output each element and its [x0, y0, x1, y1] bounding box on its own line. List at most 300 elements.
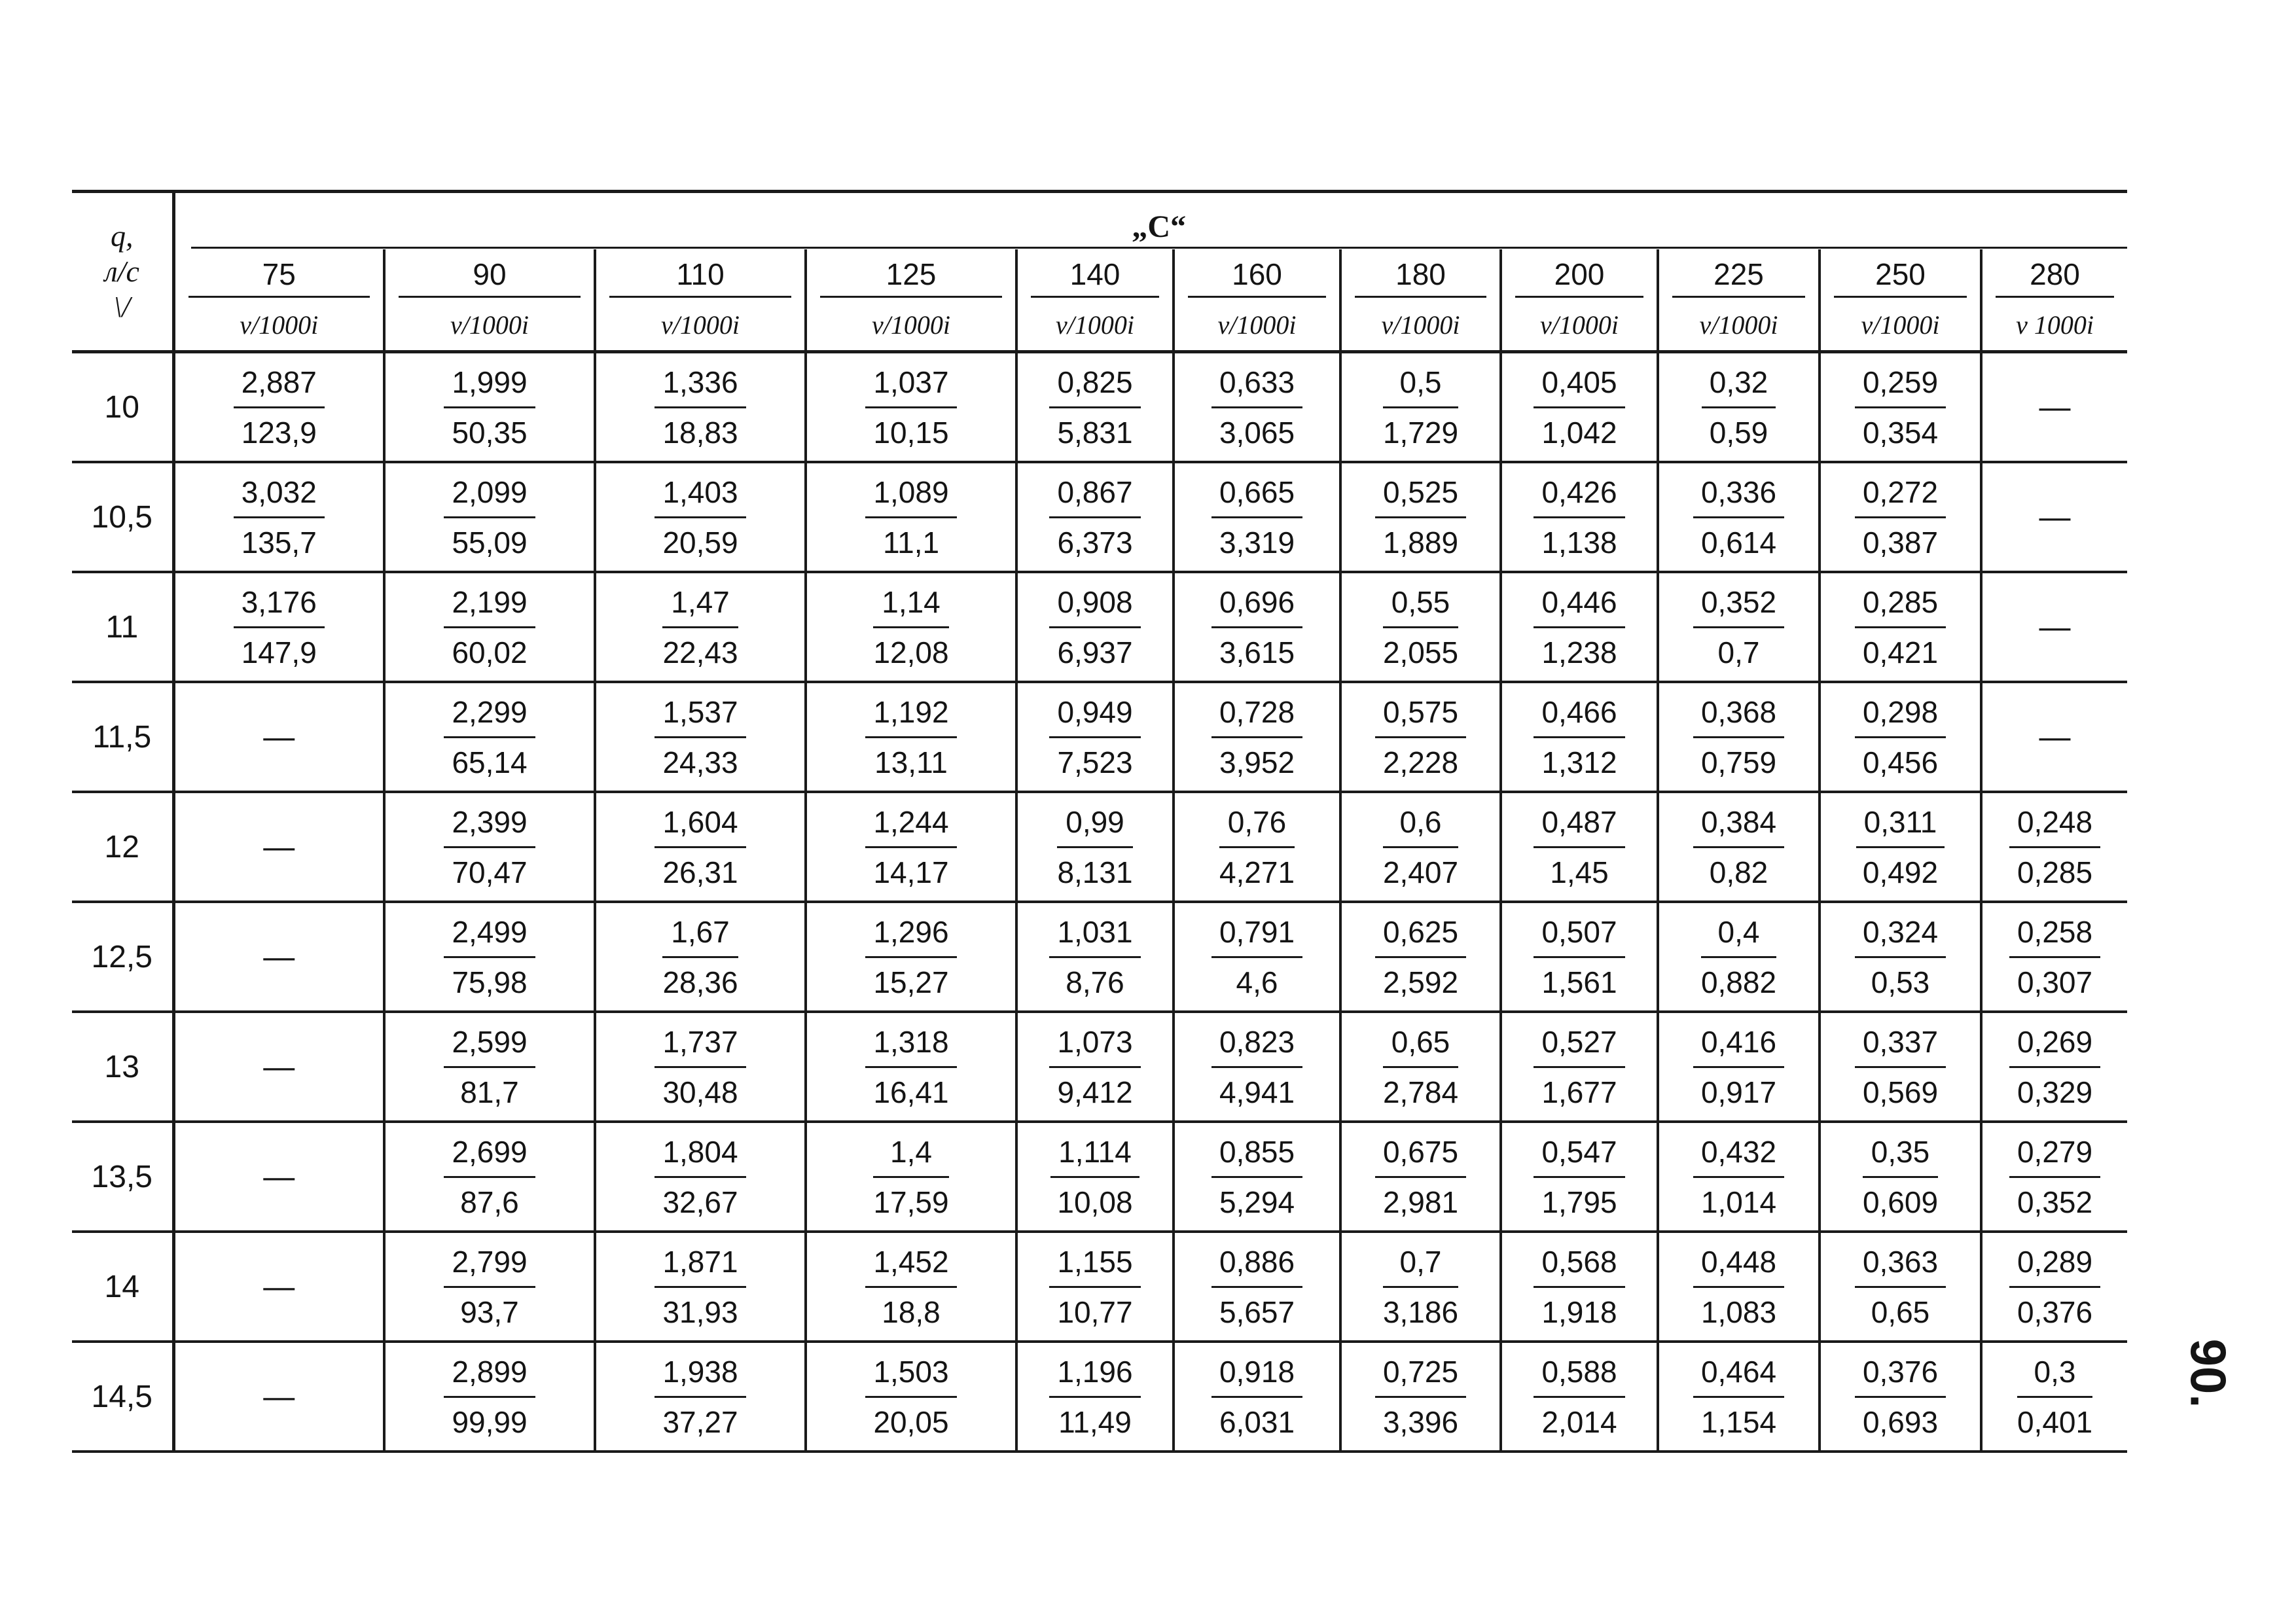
velocity-headloss-fraction [865, 913, 956, 1001]
table-cell [1340, 352, 1501, 463]
table-cell [1820, 572, 1981, 682]
empty-cell [173, 902, 384, 1012]
velocity-value: 1,14 [873, 583, 948, 628]
table-row [72, 792, 2127, 902]
headloss-value: 22,43 [662, 635, 738, 669]
headloss-value: 0,307 [2017, 965, 2093, 999]
table-cell [384, 1012, 595, 1122]
velocity-value: 0,525 [1375, 473, 1466, 518]
headloss-value: 123,9 [241, 415, 317, 450]
headloss-value: 7,523 [1057, 745, 1133, 779]
empty-cell [173, 1012, 384, 1122]
velocity-headloss-fraction [1855, 363, 1946, 452]
velocity-headloss-fraction [1375, 1133, 1466, 1221]
empty-cell [1981, 682, 2127, 792]
headloss-value: 1,154 [1700, 1404, 1777, 1439]
velocity-value: 0,55 [1383, 583, 1458, 628]
table-row [72, 572, 2127, 682]
table-cell [1658, 902, 1820, 1012]
dash: — [2039, 389, 2071, 425]
flow-value: 13,5 [72, 1122, 173, 1232]
velocity-headloss-fraction [444, 803, 535, 891]
headloss-value: 13,11 [874, 745, 948, 779]
table-cell [1658, 792, 1820, 902]
headloss-value: 0,352 [2017, 1185, 2093, 1219]
velocity-value: 3,032 [234, 473, 325, 518]
headloss-value: 75,98 [452, 965, 528, 999]
velocity-headloss-fraction [444, 1353, 535, 1441]
velocity-value: 0,336 [1693, 473, 1784, 518]
headloss-value: 0,882 [1700, 965, 1777, 999]
velocity-headloss-fraction [662, 913, 738, 1001]
velocity-headloss-fraction [2009, 1133, 2100, 1221]
table-cell [806, 1232, 1016, 1342]
velocity-value: 1,318 [865, 1023, 956, 1068]
velocity-headloss-fraction [655, 803, 745, 891]
table-cell [384, 572, 595, 682]
velocity-value: 0,7 [1383, 1243, 1458, 1288]
velocity-headloss-fraction [1049, 363, 1140, 452]
unit-header-row [72, 299, 2127, 352]
table-cell [1174, 682, 1340, 792]
table-cell [1016, 902, 1174, 1012]
table-cell [1340, 1342, 1501, 1452]
headloss-value: 3,615 [1219, 635, 1295, 669]
velocity-headloss-fraction [865, 363, 956, 452]
velocity-headloss-fraction [1701, 913, 1776, 1001]
velocity-headloss-fraction [1049, 913, 1140, 1001]
unit-header: v/1000i [1501, 299, 1658, 352]
table-cell [1016, 352, 1174, 463]
velocity-headloss-fraction [1050, 1133, 1139, 1221]
table-cell [173, 462, 384, 572]
velocity-value: 1,537 [655, 693, 745, 738]
velocity-value: 0,588 [1534, 1353, 1624, 1398]
velocity-headloss-fraction [1211, 693, 1302, 781]
velocity-headloss-fraction [1693, 1133, 1784, 1221]
velocity-headloss-fraction [1855, 473, 1946, 562]
table-cell [595, 1122, 806, 1232]
velocity-headloss-fraction [234, 473, 325, 562]
velocity-headloss-fraction [1049, 473, 1140, 562]
velocity-value: 0,35 [1863, 1133, 1938, 1178]
unit-header: v/1000i [1016, 299, 1174, 352]
headloss-value: 11,1 [882, 525, 940, 560]
table-cell [1658, 352, 1820, 463]
diameter-header: 225 [1658, 249, 1820, 299]
velocity-headloss-fraction [444, 693, 535, 781]
velocity-headloss-fraction [1211, 583, 1302, 671]
velocity-headloss-fraction [234, 583, 325, 671]
dash: — [263, 1049, 295, 1084]
velocity-value: 1,196 [1049, 1353, 1140, 1398]
diameter-header-row [72, 249, 2127, 299]
velocity-value: 1,155 [1049, 1243, 1140, 1288]
velocity-headloss-fraction [2009, 803, 2100, 891]
empty-cell [173, 792, 384, 902]
table-cell [1658, 572, 1820, 682]
headloss-value: 81,7 [460, 1075, 519, 1109]
velocity-value: 0,416 [1693, 1023, 1784, 1068]
headloss-value: 10,77 [1057, 1294, 1133, 1329]
velocity-headloss-fraction [865, 473, 956, 562]
headloss-value: 5,831 [1057, 415, 1133, 450]
velocity-headloss-fraction [1855, 1243, 1946, 1331]
velocity-headloss-fraction [1855, 913, 1946, 1001]
table-cell [1174, 1122, 1340, 1232]
table-cell [1501, 1232, 1658, 1342]
table-cell [595, 902, 806, 1012]
velocity-value: 0,886 [1211, 1243, 1302, 1288]
table-cell [1340, 1122, 1501, 1232]
velocity-value: 1,999 [444, 363, 535, 408]
table-cell [384, 462, 595, 572]
headloss-value: 1,238 [1541, 635, 1617, 669]
unit-header: v/1000i [1658, 299, 1820, 352]
headloss-value: 1,677 [1541, 1075, 1617, 1109]
headloss-value: 2,228 [1382, 745, 1459, 779]
table-cell [1016, 792, 1174, 902]
headloss-value: 1,312 [1541, 745, 1617, 779]
headloss-value: 11,49 [1058, 1404, 1132, 1439]
velocity-headloss-fraction [1049, 693, 1140, 781]
table-cell [806, 1342, 1016, 1452]
velocity-value: 0,728 [1211, 693, 1302, 738]
velocity-value: 0,575 [1375, 693, 1466, 738]
velocity-value: 0,918 [1211, 1353, 1302, 1398]
velocity-headloss-fraction [444, 1133, 535, 1221]
empty-cell [173, 682, 384, 792]
velocity-value: 0,311 [1856, 803, 1945, 848]
flow-value: 11,5 [72, 682, 173, 792]
headloss-value: 135,7 [241, 525, 317, 560]
velocity-value: 1,4 [873, 1133, 948, 1178]
velocity-value: 0,248 [2009, 803, 2100, 848]
headloss-value: 99,99 [452, 1404, 528, 1439]
headloss-value: 17,59 [873, 1185, 949, 1219]
velocity-headloss-fraction [655, 363, 745, 452]
headloss-value: 32,67 [662, 1185, 738, 1219]
headloss-value: 87,6 [460, 1185, 519, 1219]
headloss-value: 6,373 [1057, 525, 1133, 560]
table-cell [1658, 1232, 1820, 1342]
headloss-value: 0,53 [1871, 965, 1930, 999]
velocity-value: 0,527 [1534, 1023, 1624, 1068]
unit-header: v/1000i [806, 299, 1016, 352]
velocity-headloss-fraction [662, 583, 738, 671]
headloss-value: 0,492 [1862, 855, 1939, 889]
velocity-headloss-fraction [1534, 473, 1624, 562]
velocity-value: 0,426 [1534, 473, 1624, 518]
velocity-value: 0,337 [1855, 1023, 1946, 1068]
table-cell [1340, 572, 1501, 682]
table-cell [806, 462, 1016, 572]
velocity-headloss-fraction [444, 1243, 535, 1331]
velocity-headloss-fraction [1211, 1353, 1302, 1441]
table-row [72, 902, 2127, 1012]
flow-header: q, л/c \/ [72, 192, 173, 352]
velocity-value: 0,4 [1701, 913, 1776, 958]
diameter-header: 160 [1174, 249, 1340, 299]
table-cell [1501, 682, 1658, 792]
headloss-value: 6,031 [1219, 1404, 1295, 1439]
headloss-value: 15,27 [873, 965, 949, 999]
velocity-headloss-fraction [1534, 1133, 1624, 1221]
velocity-headloss-fraction [1049, 1023, 1140, 1111]
velocity-value: 0,376 [1855, 1353, 1946, 1398]
headloss-value: 0,329 [2017, 1075, 2093, 1109]
velocity-headloss-fraction [1383, 363, 1458, 452]
headloss-value: 0,7 [1717, 635, 1760, 669]
headloss-value: 0,693 [1862, 1404, 1939, 1439]
velocity-headloss-fraction [234, 363, 325, 452]
unit-header: v/1000i [1820, 299, 1981, 352]
table-cell [1981, 1342, 2127, 1452]
headloss-value: 8,131 [1057, 855, 1133, 889]
headloss-value: 12,08 [873, 635, 949, 669]
velocity-value: 0,675 [1375, 1133, 1466, 1178]
velocity-headloss-fraction [1375, 913, 1466, 1001]
velocity-value: 0,76 [1219, 803, 1295, 848]
headloss-value: 1,014 [1700, 1185, 1777, 1219]
velocity-headloss-fraction [1693, 583, 1784, 671]
velocity-value: 1,938 [655, 1353, 745, 1398]
headloss-value: 10,15 [873, 415, 949, 450]
table-cell [1174, 792, 1340, 902]
velocity-headloss-fraction [865, 693, 956, 781]
headloss-value: 18,83 [662, 415, 738, 450]
table-cell [595, 462, 806, 572]
table-row [72, 1342, 2127, 1452]
headloss-value: 0,569 [1862, 1075, 1939, 1109]
headloss-value: 2,407 [1382, 855, 1459, 889]
headloss-value: 1,45 [1550, 855, 1609, 889]
headloss-value: 3,319 [1219, 525, 1295, 560]
flow-value: 12,5 [72, 902, 173, 1012]
table-cell [806, 1122, 1016, 1232]
series-label: „C“ [191, 194, 2128, 249]
hydraulic-table [72, 190, 2127, 1453]
velocity-headloss-fraction [1693, 1353, 1784, 1441]
velocity-headloss-fraction [865, 1353, 956, 1441]
velocity-headloss-fraction [655, 473, 745, 562]
table-cell [1820, 1342, 1981, 1452]
velocity-value: 1,604 [655, 803, 745, 848]
velocity-headloss-fraction [444, 913, 535, 1001]
table-cell [1820, 1232, 1981, 1342]
table-cell [1340, 462, 1501, 572]
headloss-value: 4,6 [1236, 965, 1278, 999]
headloss-value: 8,76 [1066, 965, 1124, 999]
velocity-headloss-fraction [1383, 1023, 1458, 1111]
velocity-headloss-fraction [1855, 1023, 1946, 1111]
headloss-value: 1,138 [1541, 525, 1617, 560]
velocity-value: 0,298 [1855, 693, 1946, 738]
table-cell [1658, 1342, 1820, 1452]
velocity-value: 0,324 [1855, 913, 1946, 958]
velocity-value: 0,464 [1693, 1353, 1784, 1398]
headloss-value: 2,055 [1382, 635, 1459, 669]
velocity-headloss-fraction [873, 1133, 948, 1221]
velocity-headloss-fraction [655, 1023, 745, 1111]
dash: — [263, 1159, 295, 1194]
headloss-value: 0,285 [2017, 855, 2093, 889]
diameter-header: 110 [595, 249, 806, 299]
velocity-value: 0,466 [1534, 693, 1624, 738]
table-cell [1501, 462, 1658, 572]
velocity-headloss-fraction [1211, 1023, 1302, 1111]
table-row [72, 682, 2127, 792]
table-cell [1501, 572, 1658, 682]
table-cell [384, 902, 595, 1012]
velocity-value: 0,855 [1211, 1133, 1302, 1178]
velocity-headloss-fraction [655, 693, 745, 781]
table-cell [173, 572, 384, 682]
dash: — [263, 939, 295, 974]
headloss-value: 28,36 [662, 965, 738, 999]
table-cell [1016, 1122, 1174, 1232]
velocity-value: 0,568 [1534, 1243, 1624, 1288]
velocity-value: 0,908 [1049, 583, 1140, 628]
table-cell [1501, 792, 1658, 902]
headloss-value: 70,47 [452, 855, 528, 889]
diameter-header: 140 [1016, 249, 1174, 299]
headloss-value: 0,387 [1862, 525, 1939, 560]
table-cell [1016, 1342, 1174, 1452]
velocity-headloss-fraction [1534, 913, 1624, 1001]
table-cell [1820, 352, 1981, 463]
velocity-headloss-fraction [1534, 693, 1624, 781]
headloss-value: 0,759 [1700, 745, 1777, 779]
table-cell [1820, 792, 1981, 902]
velocity-value: 0,258 [2009, 913, 2100, 958]
velocity-value: 0,5 [1383, 363, 1458, 408]
velocity-headloss-fraction [1693, 1243, 1784, 1331]
table-cell [384, 1232, 595, 1342]
table-cell [806, 792, 1016, 902]
table-cell [1501, 1342, 1658, 1452]
table-cell [595, 352, 806, 463]
headloss-value: 37,27 [662, 1404, 738, 1439]
table-cell [1981, 1122, 2127, 1232]
velocity-value: 0,432 [1693, 1133, 1784, 1178]
empty-cell [173, 1232, 384, 1342]
table-cell [1340, 682, 1501, 792]
headloss-value: 2,784 [1382, 1075, 1459, 1109]
headloss-value: 3,065 [1219, 415, 1295, 450]
headloss-value: 20,59 [662, 525, 738, 560]
velocity-value: 0,633 [1211, 363, 1302, 408]
table-cell [1174, 572, 1340, 682]
velocity-headloss-fraction [873, 583, 948, 671]
empty-cell [1981, 462, 2127, 572]
velocity-value: 1,67 [662, 913, 738, 958]
unit-header: v/1000i [173, 299, 384, 352]
velocity-value: 1,031 [1049, 913, 1140, 958]
velocity-value: 1,871 [655, 1243, 745, 1288]
headloss-value: 0,82 [1709, 855, 1768, 889]
table-cell [595, 1012, 806, 1122]
headloss-value: 10,08 [1057, 1185, 1133, 1219]
dash: — [2039, 719, 2071, 755]
velocity-headloss-fraction [1211, 913, 1302, 1001]
velocity-headloss-fraction [865, 803, 956, 891]
velocity-value: 0,448 [1693, 1243, 1784, 1288]
table-cell [806, 682, 1016, 792]
table-cell [1174, 1012, 1340, 1122]
table-cell [1658, 1122, 1820, 1232]
velocity-headloss-fraction [1534, 1023, 1624, 1111]
headloss-value: 65,14 [452, 745, 528, 779]
velocity-headloss-fraction [1534, 363, 1624, 452]
headloss-value: 26,31 [662, 855, 738, 889]
velocity-headloss-fraction [1693, 693, 1784, 781]
table-cell [806, 572, 1016, 682]
unit-header: v/1000i [595, 299, 806, 352]
table-cell [384, 682, 595, 792]
table-cell [1174, 462, 1340, 572]
velocity-value: 0,368 [1693, 693, 1784, 738]
headloss-value: 0,354 [1862, 415, 1939, 450]
dash: — [263, 1269, 295, 1304]
velocity-value: 1,452 [865, 1243, 956, 1288]
velocity-value: 0,446 [1534, 583, 1624, 628]
velocity-value: 0,791 [1211, 913, 1302, 958]
velocity-value: 0,949 [1049, 693, 1140, 738]
velocity-value: 1,336 [655, 363, 745, 408]
table-cell [384, 1122, 595, 1232]
table-cell [1016, 1012, 1174, 1122]
velocity-headloss-fraction [444, 473, 535, 562]
velocity-headloss-fraction [1211, 1243, 1302, 1331]
table-cell [1340, 1012, 1501, 1122]
headloss-value: 0,376 [2017, 1294, 2093, 1329]
velocity-value: 2,887 [234, 363, 325, 408]
velocity-headloss-fraction [1855, 693, 1946, 781]
velocity-value: 0,825 [1049, 363, 1140, 408]
headloss-value: 2,981 [1382, 1185, 1459, 1219]
headloss-value: 1,918 [1541, 1294, 1617, 1329]
velocity-headloss-fraction [1219, 803, 1295, 891]
table-cell [1820, 902, 1981, 1012]
headloss-value: 0,456 [1862, 745, 1939, 779]
table-row [72, 1122, 2127, 1232]
velocity-headloss-fraction [2009, 1023, 2100, 1111]
headloss-value: 2,014 [1541, 1404, 1617, 1439]
velocity-value: 1,037 [865, 363, 956, 408]
diameter-header: 125 [806, 249, 1016, 299]
velocity-headloss-fraction [1863, 1133, 1938, 1221]
velocity-headloss-fraction [1211, 363, 1302, 452]
velocity-headloss-fraction [1534, 583, 1624, 671]
velocity-headloss-fraction [865, 1243, 956, 1331]
diameter-header: 280 [1981, 249, 2127, 299]
flow-value: 14,5 [72, 1342, 173, 1452]
velocity-headloss-fraction [1856, 803, 1945, 891]
table-cell [1501, 1122, 1658, 1232]
headloss-value: 3,952 [1219, 745, 1295, 779]
flow-value: 10 [72, 352, 173, 463]
velocity-value: 0,696 [1211, 583, 1302, 628]
headloss-value: 1,042 [1541, 415, 1617, 450]
velocity-value: 1,296 [865, 913, 956, 958]
velocity-value: 0,507 [1534, 913, 1624, 958]
table-cell [384, 1342, 595, 1452]
velocity-headloss-fraction [2017, 1353, 2092, 1441]
velocity-value: 0,384 [1693, 803, 1784, 848]
table-cell [595, 1342, 806, 1452]
velocity-value: 0,725 [1375, 1353, 1466, 1398]
